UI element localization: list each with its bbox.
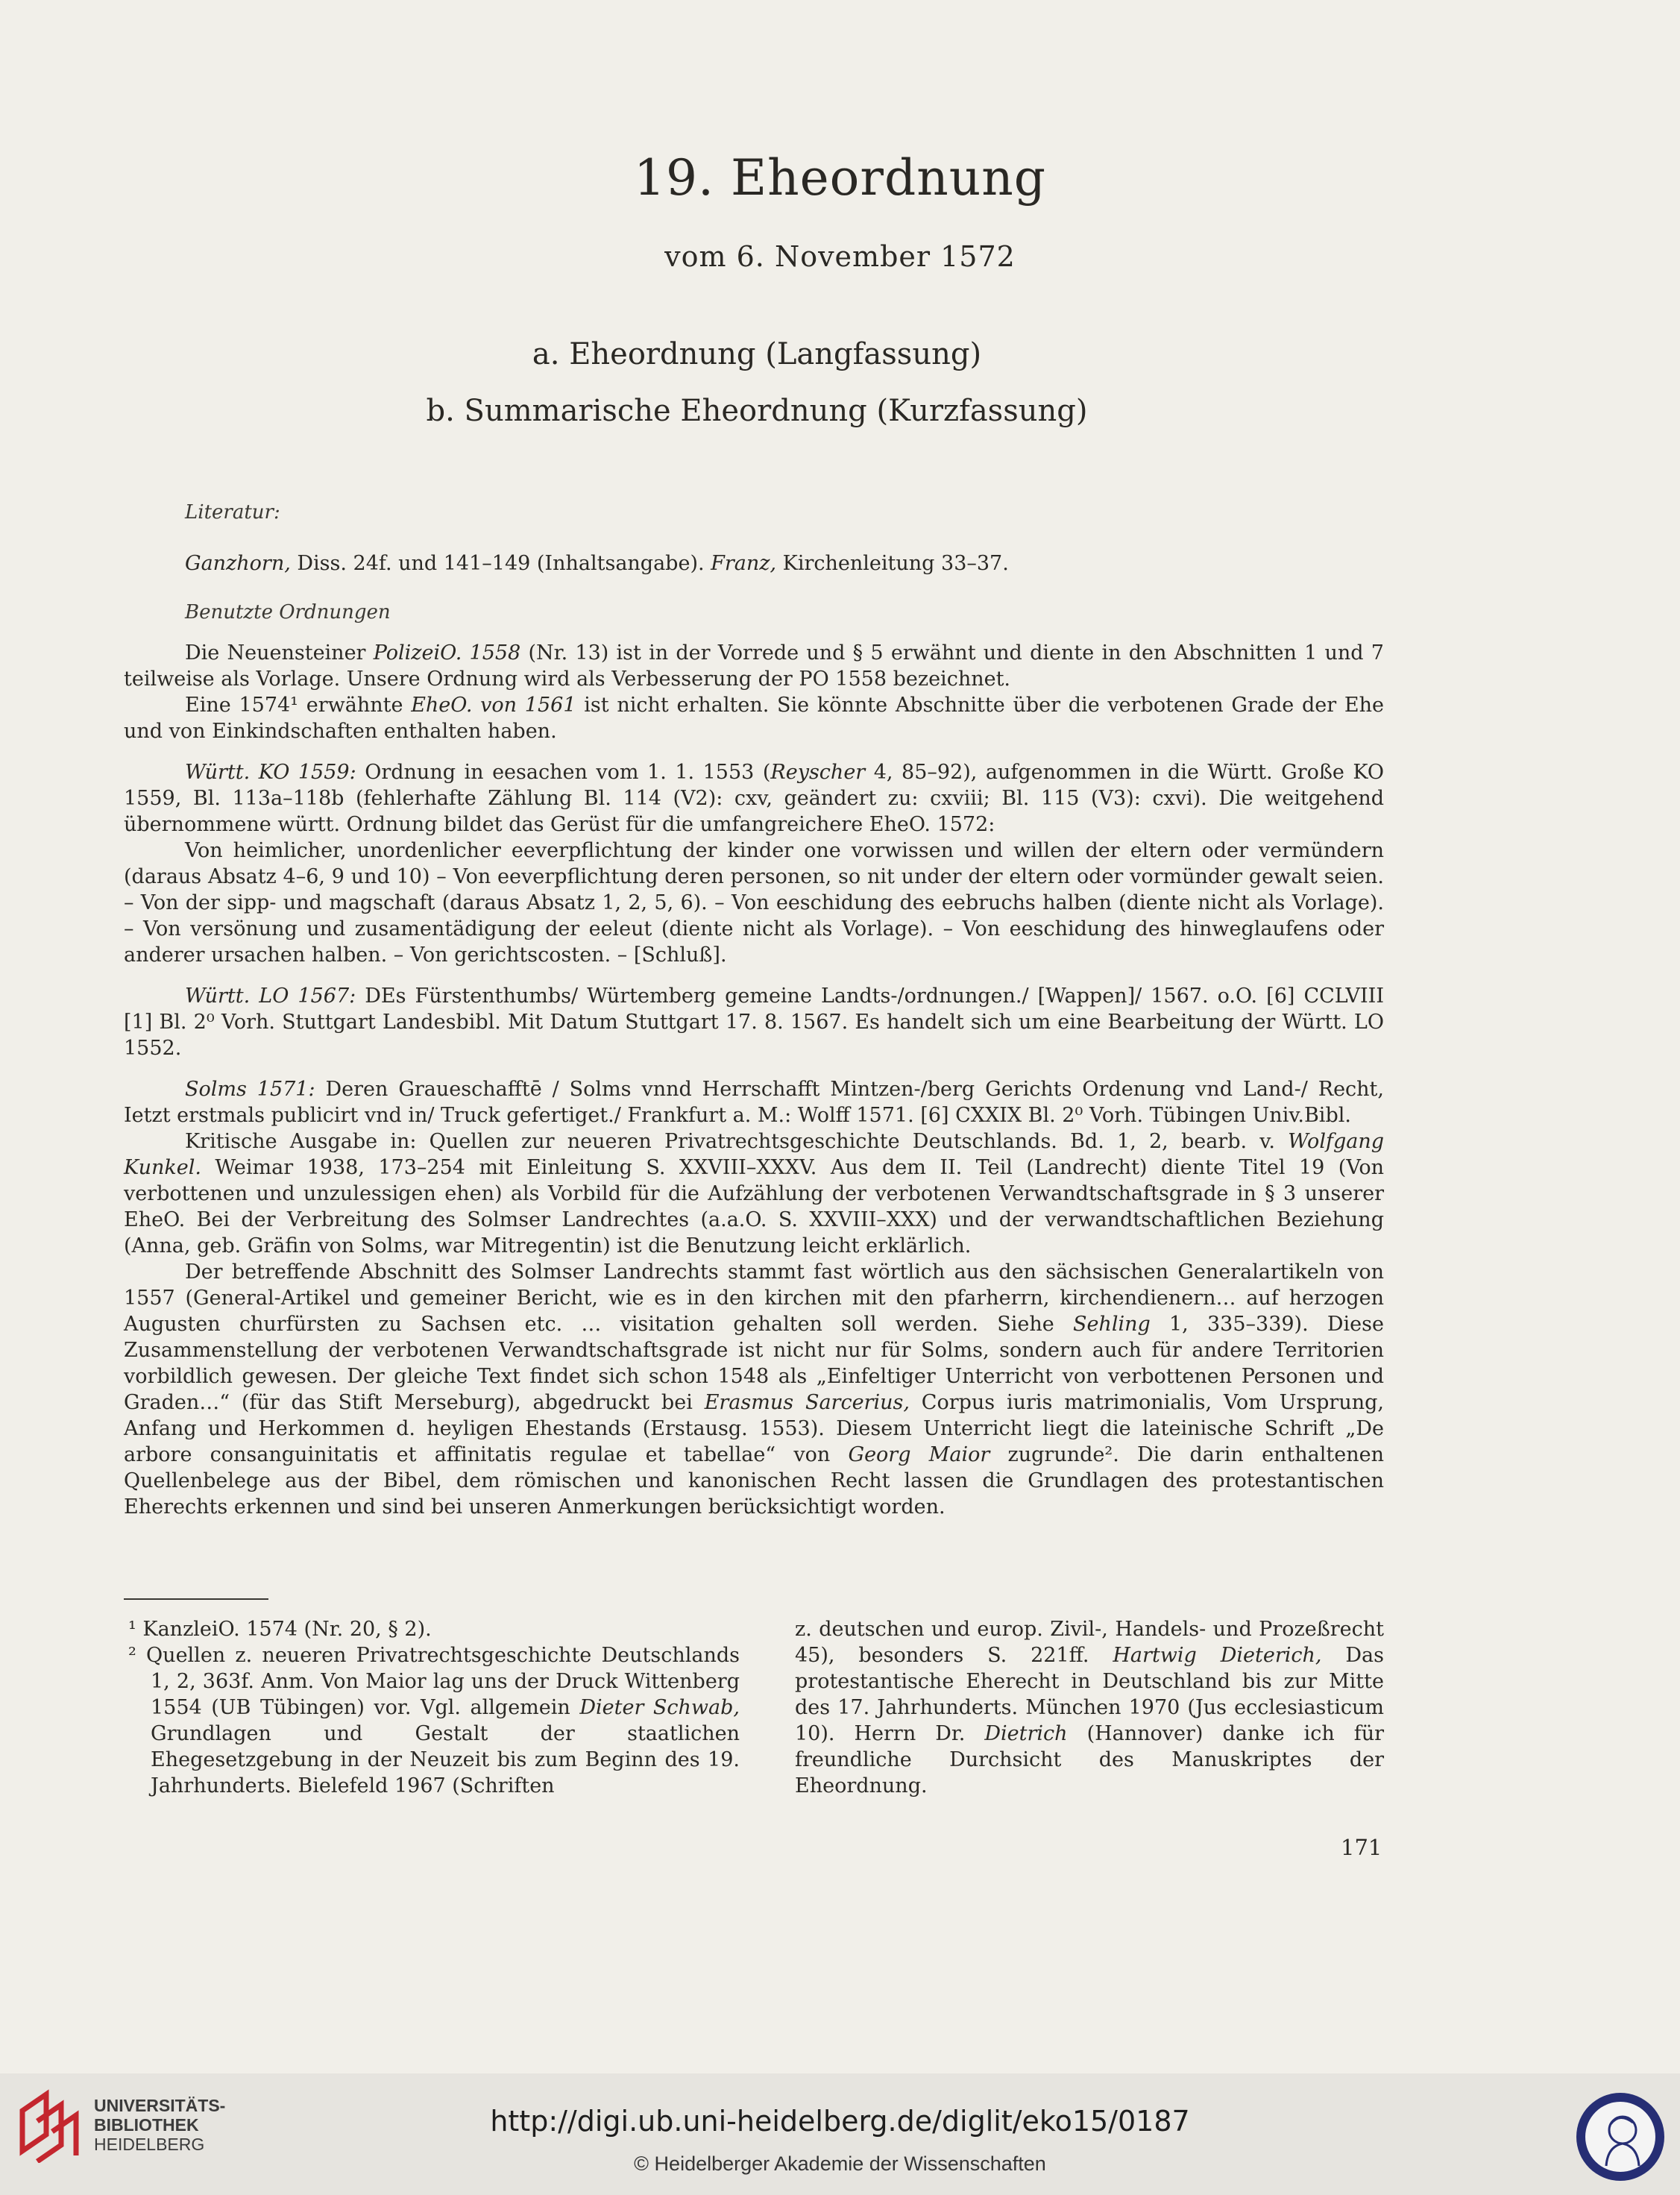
paragraph-5: Württ. LO 1567: DEs Fürstenthumbs/ Würtemberg gemeine Landts-/ordnungen./ [Wappen]/ 1567. o.O. [6] CCLVIII [1] Bl. 2⁰ Vorh. Stuttgart Landesbibl. Mit Datum Stuttgart 17. 8. 1567. Es handelt sich um eine Bearbeitung der Württ. LO 1552. [124,985,1385,1060]
footnotes-right [795,1616,1384,1799]
benutzte-ordnungen-label: Benutzte Ordnungen [185,601,391,624]
section-heading-a: a. Eheordnung (Langfassung) [532,337,982,371]
paragraph-8: Der betreffende Abschnitt des Solmser Landrechts stammt fast wörtlich aus den sächsischen Generalartikeln von 1557 (General-Artikel und gemeiner Bericht, wie es in den kirchen mit den pfarherrn, kirchendienern… auf herzogen Augusten churfürsten zu Sachsen etc. … visitation gehalten soll werden. Siehe Sehling 1, 335–339). Diese Zusammenstellung der verbotenen Verwandtschaftsgrade ist nicht nur für Solms, sondern auch für andere Territorien vorbildlich gewesen. Der gleiche Text findet sich schon 1548 als „Einfeltiger Unterricht von verbottenen Personen und Graden…“ (für das Stift Merseburg), abgedruckt bei Erasmus Sarcerius, Corpus iuris matrimonialis, Vom Ursprung, Anfang und Herkommen d. heyligen Ehestands (Erstausg. 1553). Diesem Unterricht liegt die lateinische Schrift „De arbore consanguinitatis et affinitatis regulae et tabellae“ von Georg Maior zugrunde². Die darin enthaltenen Quellenbelege aus der Bibel, dem römischen und kanonischen Recht lassen die Grundlagen des protestantischen Eherechts erkennen und sind bei unseren Anmerkungen berücksichtigt worden. [124,1260,1384,1519]
footnote-2: ² Quellen z. neueren Privatrechtsgeschichte Deutschlands 1, 2, 363f. Anm. Von Maior lag uns der Druck Wittenberg 1554 (UB Tübingen) vor. Vgl. allgemein Dieter Schwab, Grundlagen und Gestalt der staatlichen Ehegesetzgebung in der Neuzeit bis zum Beginn des 19. Jahrhunderts. Bielefeld 1967 (Schriften [128,1644,740,1797]
footnote-rule [124,1598,268,1600]
lit-author-1: Ganzhorn, [185,552,291,575]
literature-entry [185,550,1378,577]
literatur-label: Literatur: [185,501,280,524]
paragraph-7: Kritische Ausgabe in: Quellen zur neueren Privatrechtsgeschichte Deutschlands. Bd. 1, 2, bearb. v. Wolfgang Kunkel. Weimar 1938, 173–254 mit Einleitung S. XXVIII–XXXV. Aus dem II. Teil (Landrecht) diente Titel 19 (Von verbottenen und unzulessigen ehen) als Vorbild für die Aufzählung der verbotenen Verwandtschaftsgrade in § 3 unserer EheO. Bei der Verbreitung des Solmser Landrechtes (a.a.O. S. XXVIII–XXX) und der verwandtschaftlichen Beziehung (Anna, geb. Gräfin von Solms, war Mitregentin) ist die Benutzung leicht erklärlich. [124,1130,1384,1257]
section-heading-b: b. Summarische Eheordnung (Kurzfassung) [426,394,1088,428]
lit-text-2: Kirchenleitung 33–37. [776,552,1009,575]
paragraph-2: Eine 1574¹ erwähnte EheO. von 1561 ist nicht erhalten. Sie könnte Abschnitte über die verbotenen Grade der Ehe und von Einkindschaften enthalten haben. [124,694,1385,743]
page-title: 19. Eheordnung [634,149,1046,207]
library-name: UNIVERSITÄTS- BIBLIOTHEK HEIDELBERG [94,2096,226,2154]
lit-author-2: Franz, [711,552,777,575]
page-subtitle: vom 6. November 1572 [664,240,1016,273]
seal-portrait [1585,2102,1655,2172]
paragraph-4: Von heimlicher, unordenlicher eeverpflichtung der kinder one vorwissen und willen der eltern oder vermündern (daraus Absatz 4–6, 9 und 10) – Von eeverpflichtung deren personen, so nit under der eltern oder vormünder gewalt seien. – Von der sipp- und magschaft (daraus Absatz 1, 2, 5, 6). – Von eeschidung des eebruchs halben (diente nicht als Vorlage). – Von versönung und zusamentädigung der eeleut (diente nicht als Vorlage). – Von eeschidung des hinweglaufens oder anderer ursachen halben. – Von gerichtscosten. – [Schluß]. [124,839,1384,967]
lit-text-1: Diss. 24f. und 141–149 (Inhaltsangabe). [290,552,711,575]
page-number: 171 [1341,1835,1382,1860]
portrait-icon [1585,2102,1655,2172]
paragraph-3: Württ. KO 1559: Ordnung in eesachen vom 1. 1. 1553 (Reyscher 4, 85–92), aufgenommen in die Württ. Große KO 1559, Bl. 113a–118b (fehlerhafte Zählung Bl. 114 (V2): cxv, geändert zu: cxviii; Bl. 115 (V3): cxvi). Die weitgehend übernommene württ. Ordnung bildet das Gerüst für die umfangreichere EheO. 1572: [124,761,1384,836]
footnotes-left [128,1616,740,1799]
footnote-1: ¹ KanzleiO. 1574 (Nr. 20, § 2). [128,1618,432,1641]
paragraph-1: Die Neuensteiner PolizeiO. 1558 (Nr. 13) ist in der Vorrede und § 5 erwähnt und diente in den Abschnitten 1 und 7 teilweise als Vorlage. Unsere Ordnung wird als Verbesserung der PO 1558 bezeichnet. [124,641,1384,691]
footnote-2-continued: z. deutschen und europ. Zivil-, Handels- und Prozeßrecht 45), besonders S. 221ff. Hartwig Dieterich, Das protestantische Eherecht in Deutschland bis zur Mitte des 17. Jahrhunderts. München 1970 (Jus ecclesiasticum 10). Herrn Dr. Dietrich (Hannover) danke ich für freundliche Durchsicht des Manuskriptes der Eheordnung. [795,1618,1384,1797]
main-text [124,640,1384,1520]
source-url-link[interactable]: http://digi.ub.uni-heidelberg.de/diglit/eko15/0187 [490,2105,1190,2138]
paragraph-6: Solms 1571: Deren Graueschafftē / Solms vnnd Herrschafft Mintzen-/berg Gerichts Ordenung vnd Land-/ Recht, Ietzt erstmals publicirt vnd in/ Truck gefertiget./ Frankfurt a. M.: Wolff 1571. [6] CXXIX Bl. 2⁰ Vorh. Tübingen Univ.Bibl. [124,1078,1384,1127]
copyright-text: © Heidelberger Akademie der Wissenschaften [634,2152,1046,2175]
